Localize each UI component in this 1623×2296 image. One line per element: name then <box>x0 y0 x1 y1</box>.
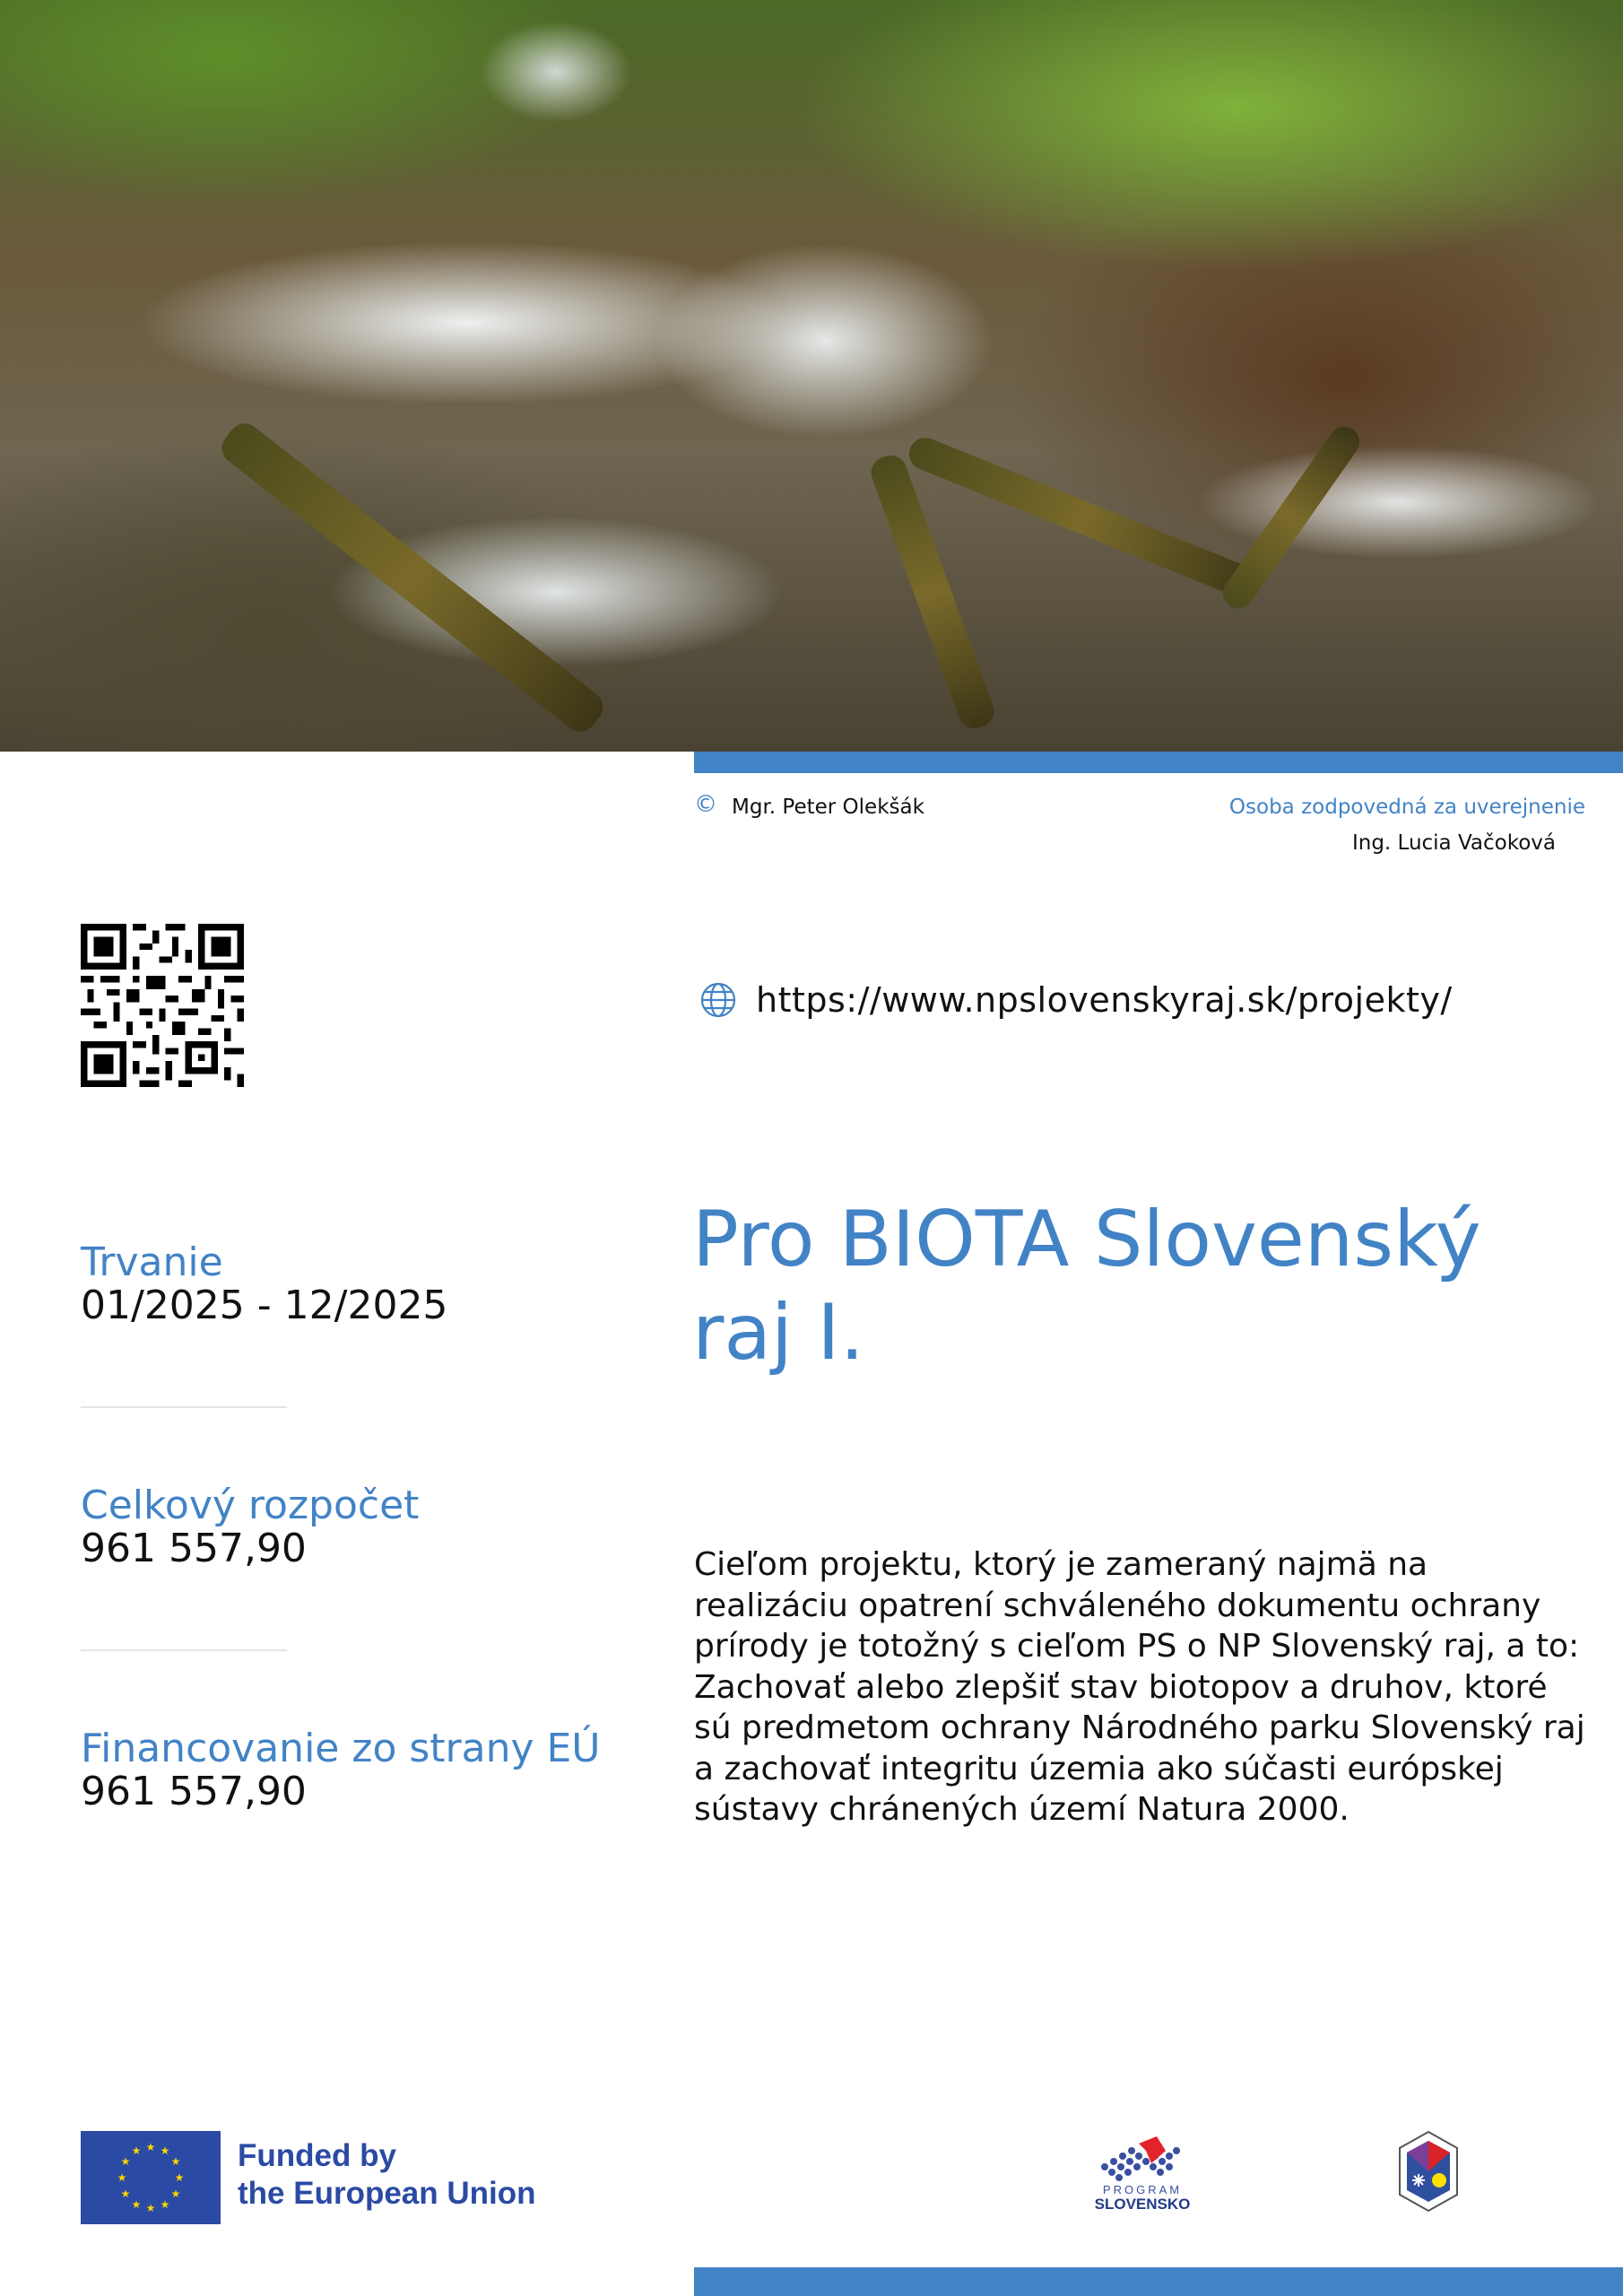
svg-text:★: ★ <box>160 2198 170 2211</box>
svg-text:★: ★ <box>145 2141 156 2153</box>
svg-text:★: ★ <box>131 2198 142 2211</box>
slovensky-raj-park-logo <box>1396 2130 1461 2213</box>
program-slovensko-text <box>1087 2184 1198 2212</box>
svg-text:★: ★ <box>170 2155 181 2168</box>
budget-block <box>81 1484 419 1571</box>
svg-text:★: ★ <box>145 2202 156 2214</box>
divider <box>81 1649 287 1651</box>
website-link[interactable]: https://www.npslovenskyraj.sk/projekty/ <box>756 980 1453 1020</box>
responsible-person-name: Ing. Lucia Vačoková <box>1351 831 1556 855</box>
svg-text:★: ★ <box>170 2187 181 2200</box>
project-description: Cieľom projektu, ktorý je zameraný najmä na realizáciu opatrení schváleného dokumentu ochrany prírody je totožný s cieľom PS o NP Slovenský raj, a to: Zachovať alebo zlepšiť stav biotopov a druhov, ktoré sú predmetom ochrany Národného parku Slovenský raj a zachovať integritu územia ako súčasti európskej sústavy chránených území Natura 2000. <box>694 1546 1585 1828</box>
accent-bar-bottom <box>694 2267 1623 2296</box>
responsible-person-label: Osoba zodpovedná za uverejnenie <box>1228 796 1585 819</box>
qr-code[interactable] <box>81 924 244 1087</box>
eu-flag-logo <box>81 2131 221 2224</box>
program-label: PROGRAM <box>1102 2183 1183 2196</box>
funded-by-eu-text <box>238 2137 536 2213</box>
svg-text:★: ★ <box>131 2144 142 2157</box>
divider <box>81 1406 287 1408</box>
duration-value: 01/2025 - 12/2025 <box>81 1283 448 1329</box>
european-union-line: the European Union <box>238 2176 536 2211</box>
eu-funding-value: 961 557,90 <box>81 1769 307 1815</box>
svg-text:★: ★ <box>120 2155 131 2168</box>
budget-label: Celkový rozpočet <box>81 1483 420 1528</box>
project-title: Pro BIOTA Slovenský raj I. <box>692 1195 1481 1378</box>
funded-by-line: Funded by <box>238 2138 396 2173</box>
svg-text:★: ★ <box>117 2171 127 2184</box>
hero-waterfall-photo <box>0 0 1623 752</box>
globe-icon <box>699 981 737 1019</box>
duration-block <box>81 1241 447 1328</box>
accent-bar-top <box>694 752 1623 773</box>
slovensko-label: SLOVENSKO <box>1094 2195 1191 2213</box>
eu-funding-block <box>81 1727 601 1814</box>
eu-funding-label: Financovanie zo strany EÚ <box>81 1726 601 1771</box>
photo-credit: Mgr. Peter Olekšák <box>732 796 924 819</box>
svg-text:★: ★ <box>160 2144 170 2157</box>
svg-text:★: ★ <box>174 2171 185 2184</box>
svg-text:★: ★ <box>120 2187 131 2200</box>
duration-label: Trvanie <box>81 1239 223 1285</box>
copyright-icon: © <box>694 791 717 818</box>
budget-value: 961 557,90 <box>81 1526 307 1572</box>
